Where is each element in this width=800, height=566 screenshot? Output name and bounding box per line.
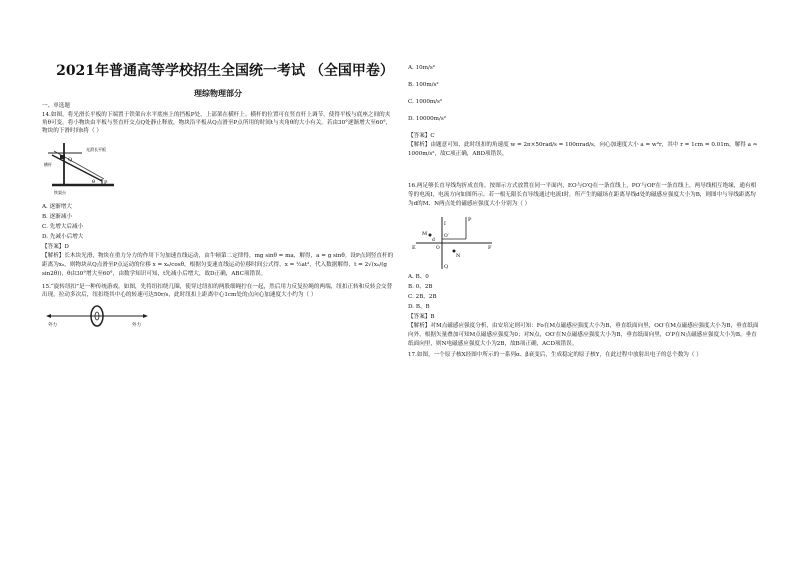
q16-option-d: D. B、B	[408, 304, 430, 310]
button-diagram	[42, 302, 152, 328]
q15-option-c: C. 1000m/s²	[408, 99, 443, 105]
q14-option-a: A. 逐渐增大	[42, 204, 72, 210]
q16-analysis: 【解析】对M点磁感应强度分析，由安培定则可知：Fo在M点磁感应强度大小为B，垂直纸面向里，OO′在M点磁感应强度大小为B，垂直纸面向外，根据矢量叠加可知M点磁感应强度为0；对N点，OO′在N点磁感应强度大小为B，垂直纸面向里，O′P在N点磁感应强度大小为B，垂直纸面向里，则N电磁感应强度大小为2B，故B项正确，ACD项错误。	[408, 323, 759, 347]
page-title: 2021年普通高等学校招生全国统一考试 （全国甲卷）	[56, 63, 394, 79]
fig-label-N: N	[456, 253, 461, 259]
question-14-text: 14.如图，将光滑长平板的下端置于铁架台水平底座上的挡板P处，上部架在横杆上。横杆的位置可在竖直杆上调节，使得平板与底座之间的夹角θ可变。将小物块由平板与竖直杆交点Q处静止释放，物块沿平板从Q点滑至P点所用的时间t与夹角θ的大小有关。若由30°逐渐增大至60°，物块的下滑时间t将（ ）	[42, 112, 392, 134]
question-15-text: 15.“旋转纽扣”是一种传统游戏。如图，先将纽扣绕几圈，使穿过纽扣的两股细绳拧在一起，然后用力反复拉绳的两端，纽扣正转和反转会交替出现。拉动多次后，纽扣绕其中心的转速可达50r/s，此时纽扣上距离中心1cm处的点向心加速度大小约为（ ）	[42, 284, 393, 298]
q14-analysis: 【解析】长木块光滑，物块在重力分力的作用下匀加速直线运动，由牛顿第二定律得，mg sinθ = ma，解得，a = g sinθ。设P点到竖直杆的距离为x₀，则物块从Q点滑至P点运动的位移 x = x₀/cosθ，根据匀变速直线运动位移时间公式得，x = ½at²，代入数据解得，t = 2√(x₀/(g sin2θ))，θ由30°增大至60°，由数学知识可知，t先减小后增大，故D正确，ABC项错误。	[42, 253, 394, 277]
q14-answer: 【答案】D	[42, 244, 69, 250]
section-subtitle: 理综物理部分	[194, 88, 242, 98]
q16-option-b: B. 0、2B	[408, 284, 433, 290]
fig-label-Q: Q	[444, 264, 449, 270]
question-15-figure	[42, 302, 394, 328]
incline-diagram	[42, 141, 162, 199]
fig-label-P: P	[468, 217, 472, 223]
q15-answer: 【答案】C	[408, 133, 435, 139]
question-14-figure	[42, 141, 394, 199]
fig-label-P: P	[104, 180, 108, 186]
q14-option-d: D. 先减小后增大	[42, 234, 84, 240]
fig-label-plate: 光滑长平板	[86, 147, 106, 152]
question-17-text: 17.如图，一个原子核X经图中所示的一系列α、β衰变后，生成稳定的原子核Y，在此过程中放射出电子的总个数为（ ）	[408, 352, 702, 358]
q15-analysis: 【解析】由题意可知，此时纽扣的角速度 w = 2π×50rad/s = 100πrad/s，向心加速度大小 a = w²r，其中 r = 1cm = 0.01m，解得 a ≈ 1000m/s²，故C项正确，ABD项错误。	[408, 142, 758, 157]
fig-label-d: d	[432, 238, 435, 243]
q15-option-d: D. 10000m/s²	[408, 116, 446, 122]
fig-label-F: F	[488, 245, 492, 251]
fig-label-right-force: 外力	[132, 323, 141, 328]
fig-label-M: M	[422, 231, 428, 237]
fig-label-E: E	[412, 245, 416, 251]
fig-label-O: O	[436, 246, 440, 251]
q16-option-c: C. 2B、2B	[408, 294, 437, 300]
question-16-text: 16.两足够长直导线均折成直角，按图示方式放置在同一平面内，EO与O′Q在一条直线上，PO′与OF在一条直线上，两导线相互绝缘，通有相等的电流I，电流方向如图所示。若一根无限长直导线通过电流I时，所产生的磁场在距离导线d处的磁感应强度大小为B，则图中与导线距离均为d的M、N两点处的磁感应强度大小分别为（ ）	[408, 183, 757, 207]
left-column	[42, 62, 394, 328]
right-column	[408, 64, 760, 361]
fig-label-stand: 铁架台	[54, 190, 66, 195]
section-label: 一、单选题	[42, 103, 70, 109]
wire-diagram	[408, 213, 498, 271]
q14-option-c: C. 先增大后减小	[42, 224, 84, 230]
fig-label-left-force: 外力	[48, 323, 57, 328]
q16-answer: 【答案】B	[408, 314, 435, 320]
q15-option-b: B. 100m/s²	[408, 82, 439, 88]
fig-label-O-prime: O′	[444, 234, 449, 239]
fig-label-I: I	[444, 222, 446, 227]
fig-label-rod: 横杆	[44, 162, 52, 167]
q15-option-a: A. 10m/s²	[408, 65, 436, 71]
question-16-figure	[408, 213, 760, 271]
q14-option-b: B. 逐渐减小	[42, 214, 73, 220]
fig-label-theta: θ	[92, 179, 96, 185]
q16-option-a: A. B、0	[408, 274, 429, 280]
fig-label-Q: Q	[68, 157, 73, 163]
